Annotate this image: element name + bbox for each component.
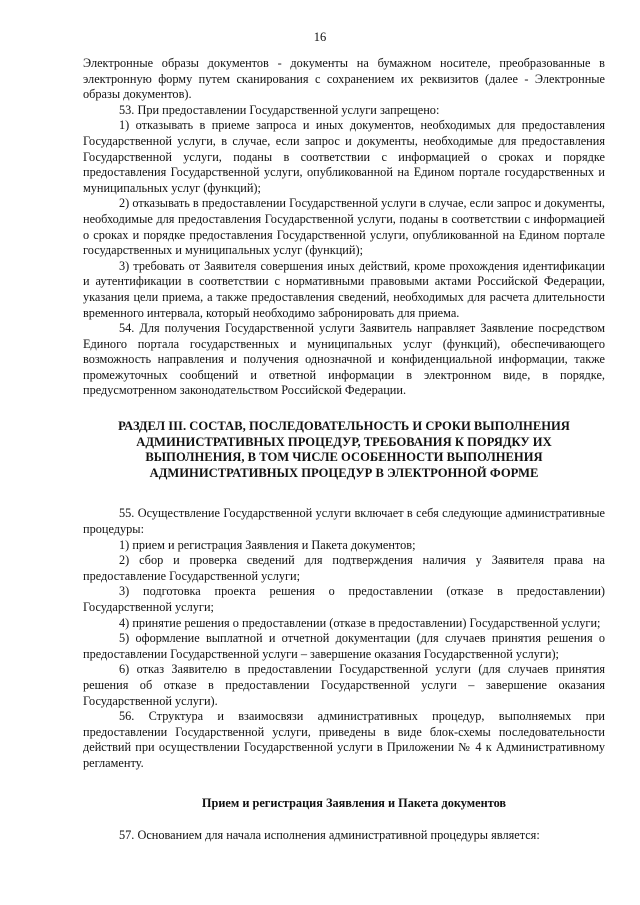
paragraph-54: 54. Для получения Государственной услуги Заявитель направляет Заявление посредством Единого портала государственных и муниципальных услуг (функций), обеспечивающего возможность направления и получения однозначной и конфиденциальной информации, также промежуточных сообщений и ответной информации в электронном виде, в порядке, предусмотренном законодательством Российской Федерации. [83, 321, 605, 398]
paragraph-53: 53. При предоставлении Государственной услуги запрещено: [119, 102, 440, 117]
document-body [83, 56, 605, 844]
paragraph-55-item-1: 1) прием и регистрация Заявления и Пакета документов; [119, 537, 416, 552]
paragraph-53-item-2: 2) отказывать в предоставлении Государственной услуги в случае, если запрос и документы, необходимые для предоставления Государственной услуги, поданы в соответствии с информацией о сроках и порядке предоставления Государственной услуги, опубликованной на Едином портале государственных и муниципальных услуг (функций); [83, 196, 605, 258]
paragraph-55-item-3: 3) подготовка проекта решения о предоставлении (отказе в предоставлении) Государственной услуги; [83, 584, 605, 614]
page-number: 16 [313, 30, 327, 44]
paragraph-53-item-1: 1) отказывать в приеме запроса и иных документов, необходимых для предоставления Государственной услуги, в случае, если запрос и документы, необходимые для предоставления Государственной услуги, поданы в соответствии с информацией о сроках и порядке предоставления Государственной услуги, опубликованной на Едином портале государственных и муниципальных услуг (функций); [83, 118, 605, 195]
paragraph-55: 55. Осуществление Государственной услуги включает в себя следующие административные процедуры: [83, 506, 605, 537]
paragraph-55-item-4: 4) принятие решения о предоставлении (отказе в предоставлении) Государственной услуги; [119, 615, 601, 630]
paragraph-55-item-6: 6) отказ Заявителю в предоставлении Государственной услуги (для случаев принятия решения об отказе в предоставлении Государственной услуги – завершение оказания Государственной услуги). [83, 662, 605, 708]
paragraph-56: 56. Структура и взаимосвязи административных процедур, выполняемых при предоставлении Государственной услуги, приведены в виде блок-схемы последовательности действий при осуществлении Государственной услуги в Приложении № 4 к Административному регламенту. [83, 709, 605, 770]
paragraph-53-item-3: 3) требовать от Заявителя совершения иных действий, кроме прохождения идентификации и аутентификации в соответствии с нормативными правовыми актами Российской Федерации, указания цели приема, а также предоставления сведений, необходимых для расчета длительности временного интервала, который необходимо забронировать для приема. [83, 258, 605, 320]
section-heading: РАЗДЕЛ III. СОСТАВ, ПОСЛЕДОВАТЕЛЬНОСТЬ И СРОКИ ВЫПОЛНЕНИЯ АДМИНИСТРАТИВНЫХ ПРОЦЕДУР, ТРЕБОВАНИЯ К ПОРЯДКУ ИХ ВЫПОЛНЕНИЯ, В ТОМ ЧИСЛЕ ОСОБЕННОСТИ ВЫПОЛНЕНИЯ АДМИНИСТРАТИВНЫХ ПРОЦЕДУР В ЭЛЕКТРОННОЙ ФОРМЕ [118, 419, 570, 480]
spacer [83, 481, 605, 506]
paragraph-electronic-images: Электронные образы документов - документы на бумажном носителе, преобразованные в электронную форму путем сканирования с сохранением их реквизитов (далее - Электронные образы документов). [83, 56, 605, 102]
paragraph-55-item-2: 2) сбор и проверка сведений для подтверждения наличия у Заявителя права на предоставление Государственной услуги; [83, 553, 605, 583]
subheading: Прием и регистрация Заявления и Пакета документов [201, 795, 507, 810]
paragraph-55-item-5: 5) оформление выплатной и отчетной документации (для случаев принятия решения о предоставлении Государственной услуги – завершение оказания Государственной услуги); [83, 631, 605, 661]
paragraph-57: 57. Основанием для начала исполнения административной процедуры является: [119, 828, 540, 843]
spacer [83, 811, 605, 828]
